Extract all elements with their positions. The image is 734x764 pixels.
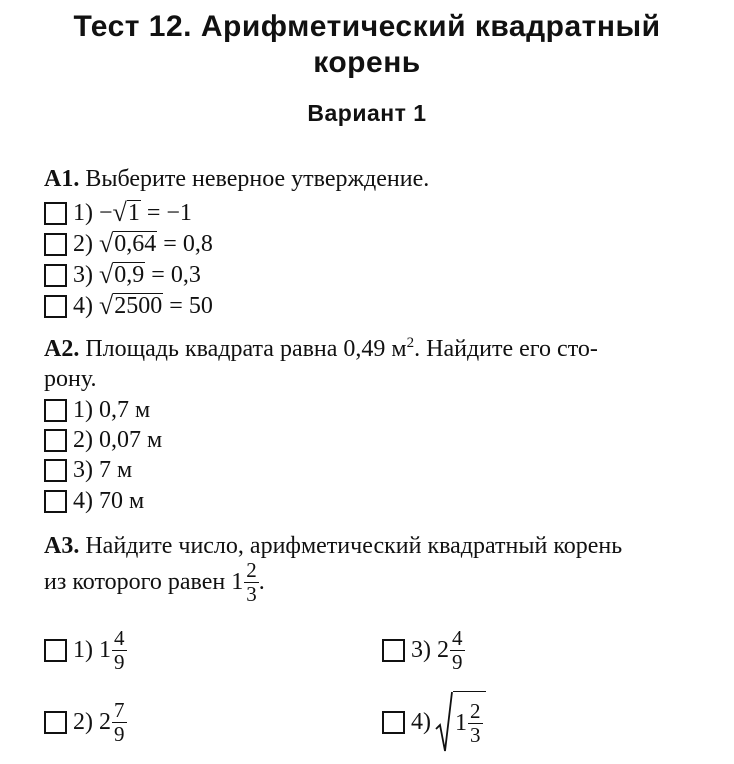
a2-option-4[interactable] (44, 486, 144, 516)
mixed-number-whole: 1 (231, 569, 244, 595)
fraction-numerator: 2 (470, 699, 481, 723)
sqrt-expression (99, 259, 145, 289)
fraction-denominator: 9 (114, 721, 125, 746)
mixed-number-whole: 1 (455, 709, 467, 736)
answer-checkbox[interactable] (44, 202, 67, 225)
question-text-line2: из которого равен (44, 569, 226, 595)
fraction-denominator: 3 (470, 723, 481, 747)
option-result: = 0,3 (151, 261, 201, 288)
radical-sign: √ (99, 290, 114, 320)
a3-option-1[interactable] (44, 622, 127, 678)
fraction (112, 625, 127, 674)
option-number: 4) (411, 708, 431, 735)
option-prefix: − (99, 199, 113, 226)
answer-checkbox[interactable] (44, 264, 67, 287)
question-a3-line2 (44, 560, 265, 605)
a3-option-4[interactable] (382, 690, 486, 754)
radicand (453, 691, 486, 753)
option-number: 4) (73, 292, 93, 319)
a2-option-2[interactable] (44, 425, 162, 455)
question-a2-line2: рону. (44, 366, 97, 392)
option-number: 2) (73, 230, 93, 257)
option-result: = 50 (169, 292, 213, 319)
radical-sign: √ (99, 259, 114, 289)
a1-option-2[interactable] (44, 229, 213, 259)
fraction (468, 701, 483, 746)
fraction-numerator: 2 (246, 558, 257, 582)
sentence-period: . (258, 569, 265, 595)
fraction-numerator: 4 (452, 625, 463, 650)
question-number: A2. (44, 336, 80, 362)
question-text: Площадь квадрата равна 0,49 м (85, 336, 407, 362)
sqrt-expression (99, 290, 163, 320)
fraction-numerator: 7 (114, 697, 125, 722)
radical-sign (435, 691, 453, 753)
question-a1 (44, 166, 429, 193)
option-value: 0,7 м (99, 396, 151, 423)
option-number: 1) (73, 199, 93, 226)
question-number: A1. (44, 166, 80, 192)
answer-checkbox[interactable] (44, 399, 67, 422)
option-number: 3) (73, 261, 93, 288)
option-value: 7 м (99, 456, 133, 483)
question-text: Найдите число, арифметический квадратный корень (85, 533, 623, 559)
mixed-number-whole: 2 (99, 708, 111, 735)
answer-checkbox[interactable] (382, 639, 405, 662)
superscript: 2 (406, 335, 415, 351)
question-number: A3. (44, 533, 80, 559)
a1-option-3[interactable] (44, 260, 201, 290)
fraction-denominator: 9 (114, 649, 125, 674)
radicand: 1 (127, 199, 140, 226)
a3-option-2[interactable] (44, 694, 127, 750)
a2-option-3[interactable] (44, 455, 132, 485)
fraction (450, 625, 465, 674)
mixed-number-whole: 2 (437, 636, 449, 663)
fraction (112, 697, 127, 746)
option-number: 3) (411, 636, 431, 663)
a2-option-1[interactable] (44, 395, 150, 425)
a1-option-1[interactable] (44, 198, 192, 228)
question-text: Выберите неверное утверждение. (85, 166, 430, 192)
variant-heading: Вариант 1 (307, 100, 427, 126)
option-number: 1) (73, 396, 93, 423)
answer-checkbox[interactable] (44, 233, 67, 256)
fraction-denominator: 3 (246, 582, 257, 606)
test-title-line2: корень (313, 46, 421, 79)
question-a3 (44, 533, 622, 560)
option-number: 1) (73, 636, 93, 663)
sqrt-expression (435, 691, 486, 753)
fraction-denominator: 9 (452, 649, 463, 674)
option-result: = −1 (146, 199, 192, 226)
mixed-number-whole: 1 (99, 636, 111, 663)
sqrt-expression (99, 228, 157, 258)
answer-checkbox[interactable] (44, 639, 67, 662)
test-title: Тест 12. Арифметический квадратный (73, 10, 661, 43)
fraction (244, 560, 259, 605)
answer-checkbox[interactable] (44, 295, 67, 318)
fraction-numerator: 4 (114, 625, 125, 650)
radicand: 2500 (114, 292, 163, 319)
answer-checkbox[interactable] (44, 429, 67, 452)
option-value: 0,07 м (99, 426, 163, 453)
option-number: 2) (73, 426, 93, 453)
option-value: 70 м (99, 487, 145, 514)
answer-checkbox[interactable] (382, 711, 405, 734)
option-number: 4) (73, 487, 93, 514)
radical-sign: √ (112, 197, 127, 227)
question-text-end: . Найдите его сто- (414, 336, 598, 362)
sqrt-expression (112, 197, 141, 227)
radical-sign: √ (99, 228, 114, 258)
answer-checkbox[interactable] (44, 711, 67, 734)
radicand: 0,9 (114, 261, 145, 288)
option-number: 2) (73, 708, 93, 735)
a1-option-4[interactable] (44, 291, 213, 321)
option-number: 3) (73, 456, 93, 483)
question-a2 (44, 335, 598, 363)
radicand: 0,64 (114, 230, 157, 257)
option-result: = 0,8 (163, 230, 213, 257)
answer-checkbox[interactable] (44, 459, 67, 482)
a3-option-3[interactable] (382, 622, 465, 678)
answer-checkbox[interactable] (44, 490, 67, 513)
